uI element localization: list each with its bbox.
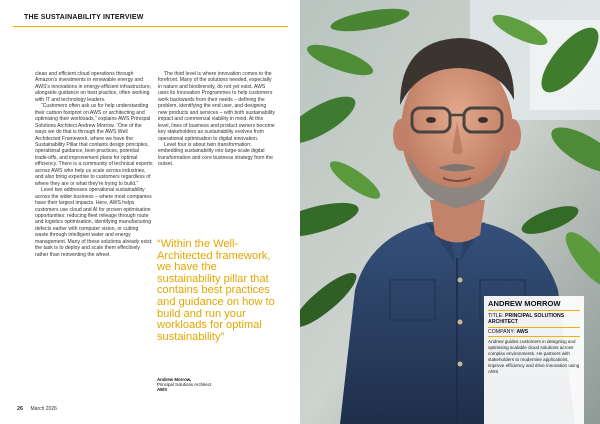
profile-bio: Andrew guides customers in designing and optimising scalable cloud solutions across complex environments. He partners with stakeholders to modernise applications, improve efficiency and drive innovation using AWS [488, 339, 580, 374]
profile-title-label: TITLE: [488, 313, 504, 319]
pull-quote: “Within the Well-Architected framework, we have the sustainability pillar that contains best practices and guidance on how to build and run your workloads for optimal sustainability” [157, 238, 275, 343]
section-title: THE SUSTAINABILITY INTERVIEW [24, 14, 144, 21]
article-column-1 [35, 71, 153, 258]
quote-author-name: Andrew Morrow, [157, 377, 192, 382]
paragraph: The third level is where innovation comes to the forefront. Many of the solutions needed, especially in nature and biodiversity, do not yet exist. AWS uses its Innovation Programmes to help customers work backwards from their needs – defining the problem, identifying the end user, and designing new products and services – with both sustainability impact and commercial viability in mind. At this level, lines of business and product owners become key stakeholders as sustainability evolves from operational optimisation to digital innovation. [158, 71, 275, 142]
quote-author-role: Principal Solutions Architect [157, 382, 212, 388]
profile-title-value: PRINCIPAL SOLUTIONS ARCHITECT [488, 313, 565, 325]
profile-company-label: COMPANY: [488, 329, 515, 335]
page-footer [17, 406, 57, 412]
card-divider [488, 336, 580, 337]
paragraph: Level four is about twin transformation: embedding sustainability into large-scale digital transformation and core business strategy from the outset. [158, 141, 273, 168]
profile-company-value: AWS [516, 329, 529, 335]
section-header [0, 0, 300, 26]
profile-card [484, 296, 584, 424]
page-number: 26 [17, 406, 24, 412]
article-column-2 [158, 71, 276, 168]
quote-author-company: AWS [157, 387, 168, 393]
profile-name: ANDREW MORROW [488, 299, 561, 308]
profile-company [488, 329, 528, 335]
paragraph: clean and efficient cloud operations through Amazon's investments in renewable energy and AWS's innovations in energy-efficient infrastructure, alongside guidance on best practice, often working with IT and technology leaders. [35, 71, 152, 103]
header-divider [13, 26, 288, 27]
card-divider [488, 327, 580, 328]
paragraph: “Customers often ask us for help understanding their carbon footprint on AWS or architecting and optimising their workloads,” explains AWS Principal Solutions Architect Andrew Morrow. “One of the ways we do that is through the AWS Well Architected Framework, where we have the Sustainability Pillar that contains design principles, operational guidance, best-practices, potential trade-offs, and improvement plans for optimal efficiency. There is a community of technical experts across AWS who help us scale across industries, and also bring expertise to customers regardless of where they are or what they're trying to build.” [35, 103, 153, 187]
issue-date: March 2026 [30, 406, 57, 412]
quote-attribution [157, 377, 277, 393]
card-divider [488, 310, 580, 311]
profile-title [488, 313, 580, 325]
paragraph: Level two addresses operational sustainability across the wider business – where most companies have their largest impacts. Here, AWS helps customers use cloud and AI for proven optimisation opportunities: reducing fleet mileage through route and logistics optimisation, identifying manufacturing defects earlier with computer vision, or cutting waste through intelligent water and energy management. Many of these solutions already exist; the task is to deploy and scale them effectively rather than reinventing the wheel. [35, 187, 153, 258]
